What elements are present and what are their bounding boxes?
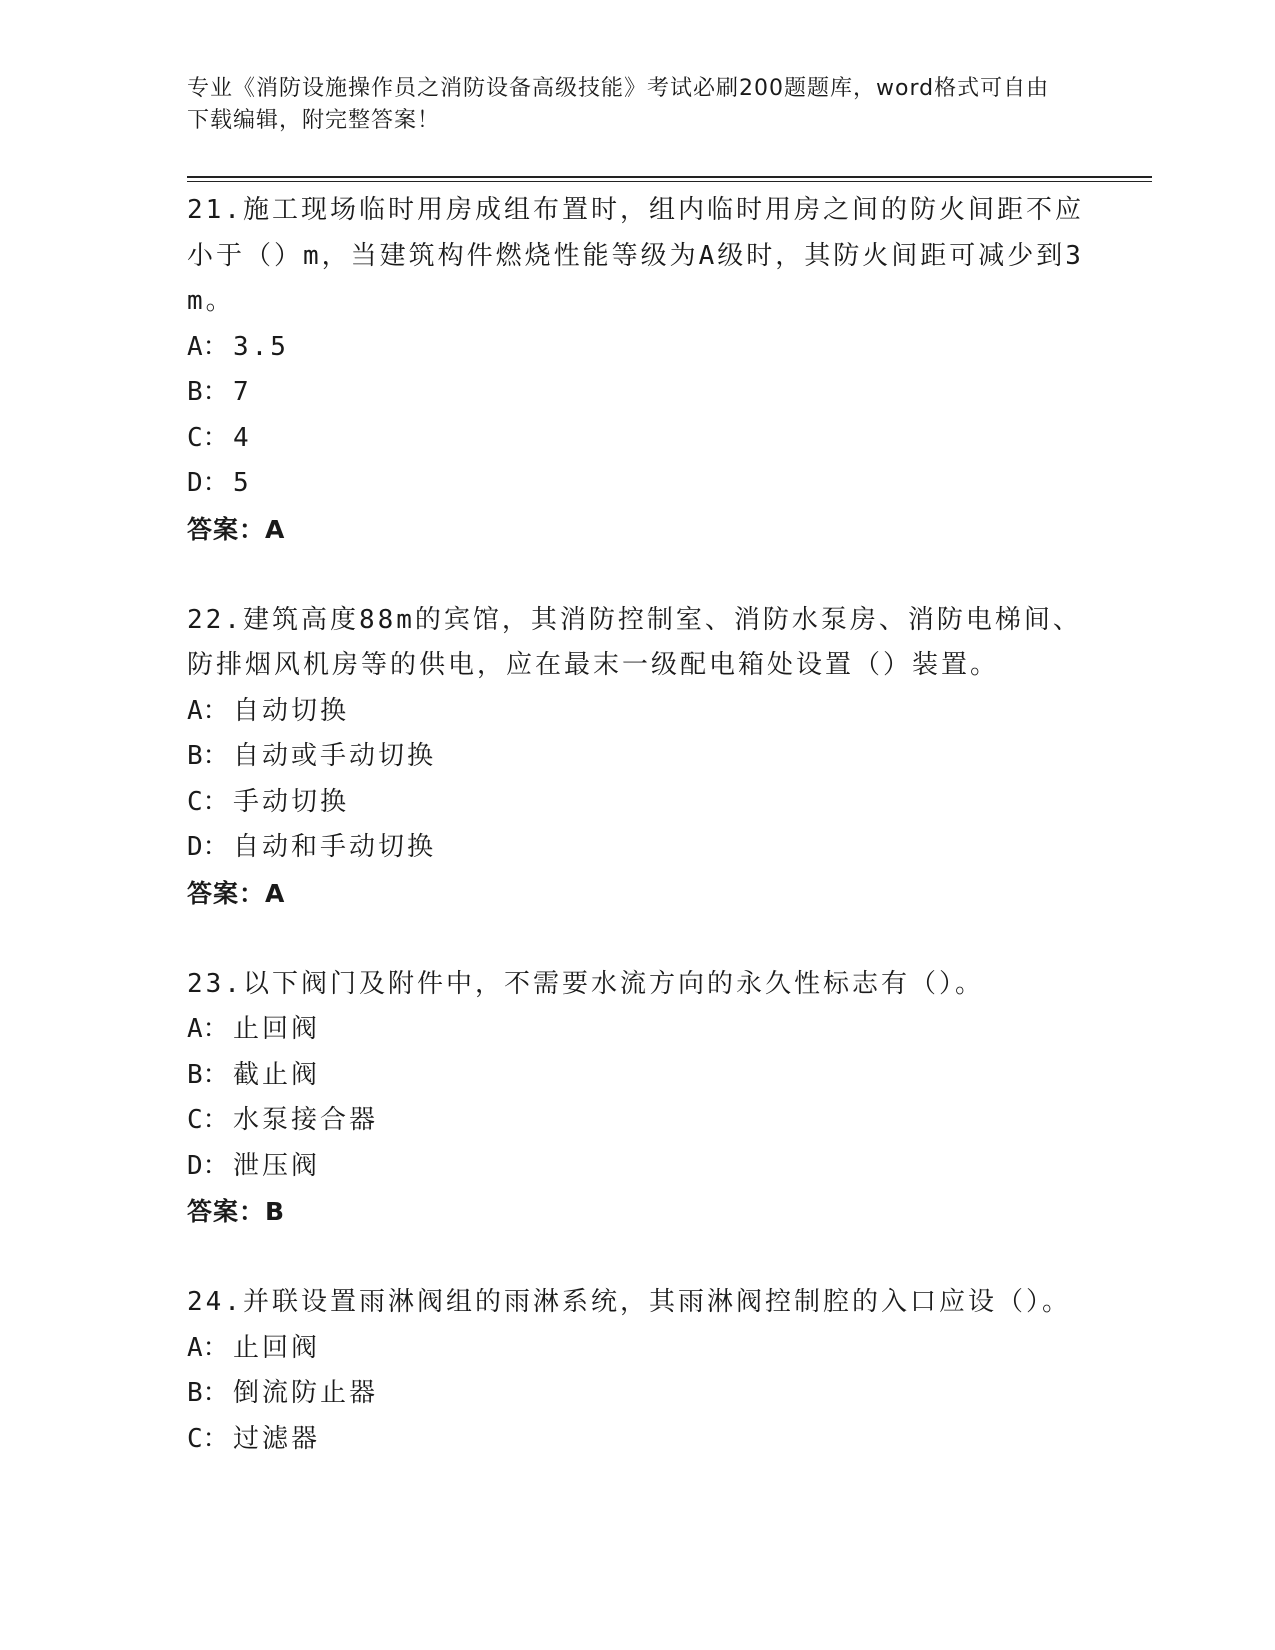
option-text: 自动切换 xyxy=(233,695,350,726)
option-text: 水泵接合器 xyxy=(233,1105,379,1135)
option-c xyxy=(187,780,1087,826)
option-b xyxy=(187,370,1087,416)
option-letter: B： xyxy=(187,377,229,407)
header-rule-thin xyxy=(187,181,1152,182)
question-spacer xyxy=(187,552,1087,598)
option-text: 泄压阀 xyxy=(233,1150,321,1181)
option-letter: D： xyxy=(187,468,229,498)
option-b xyxy=(187,734,1087,780)
option-letter: B： xyxy=(187,741,229,771)
option-c xyxy=(187,1098,1087,1144)
option-text: 4 xyxy=(233,422,252,453)
option-text: 截止阀 xyxy=(233,1059,321,1090)
question-spacer xyxy=(187,916,1087,962)
question-22 xyxy=(187,598,1087,917)
question-list xyxy=(187,188,1087,1462)
option-text: 止回阀 xyxy=(233,1014,321,1044)
option-text: 5 xyxy=(233,468,252,498)
answer-line: 答案：A xyxy=(187,878,286,908)
option-a xyxy=(187,1326,1087,1372)
option-letter: D： xyxy=(187,1150,229,1181)
document-header: 专业《消防设施操作员之消防设备高级技能》考试必刷200题题库，word格式可自由下载编辑，附完整答案！ xyxy=(187,76,1050,133)
option-letter: A： xyxy=(187,1014,229,1044)
option-letter: D： xyxy=(187,832,229,862)
option-b xyxy=(187,1053,1087,1099)
question-spacer xyxy=(187,1235,1087,1281)
option-text: 7 xyxy=(233,377,252,407)
question-23 xyxy=(187,962,1087,1235)
option-letter: A： xyxy=(187,331,229,362)
question-24 xyxy=(187,1280,1087,1462)
question-stem: 22.建筑高度88m的宾馆，其消防控制室、消防水泵房、消防电梯间、防排烟风机房等的供电，应在最末一级配电箱处设置（）装置。 xyxy=(187,604,1082,680)
option-text: 自动和手动切换 xyxy=(233,832,437,862)
option-letter: C： xyxy=(187,1105,229,1135)
option-c xyxy=(187,1417,1087,1463)
option-letter: C： xyxy=(187,1423,229,1454)
option-d xyxy=(187,461,1087,507)
option-letter: B： xyxy=(187,1378,229,1408)
option-letter: C： xyxy=(187,786,229,817)
option-a xyxy=(187,325,1087,371)
option-text: 手动切换 xyxy=(233,786,350,817)
option-text: 倒流防止器 xyxy=(233,1378,379,1408)
option-letter: A： xyxy=(187,1332,229,1363)
option-d xyxy=(187,825,1087,871)
question-21 xyxy=(187,188,1087,552)
answer-line: 答案：A xyxy=(187,514,286,544)
option-a xyxy=(187,689,1087,735)
header-rule-thick xyxy=(187,176,1152,178)
option-text: 自动或手动切换 xyxy=(233,741,437,771)
question-stem: 24.并联设置雨淋阀组的雨淋系统，其雨淋阀控制腔的入口应设（）。 xyxy=(187,1287,1071,1317)
option-b xyxy=(187,1371,1087,1417)
option-text: 3.5 xyxy=(233,331,289,362)
option-c xyxy=(187,416,1087,462)
option-d xyxy=(187,1144,1087,1190)
option-a xyxy=(187,1007,1087,1053)
question-stem: 21.施工现场临时用房成组布置时，组内临时用房之间的防火间距不应小于（）m，当建筑构件燃烧性能等级为A级时，其防火间距可减少到3m。 xyxy=(187,195,1084,316)
option-text: 过滤器 xyxy=(233,1423,321,1454)
option-text: 止回阀 xyxy=(233,1332,321,1363)
question-stem: 23.以下阀门及附件中，不需要水流方向的永久性标志有（）。 xyxy=(187,968,984,999)
option-letter: B： xyxy=(187,1059,229,1090)
option-letter: A： xyxy=(187,695,229,726)
answer-line: 答案：B xyxy=(187,1197,286,1226)
option-letter: C： xyxy=(187,422,229,453)
